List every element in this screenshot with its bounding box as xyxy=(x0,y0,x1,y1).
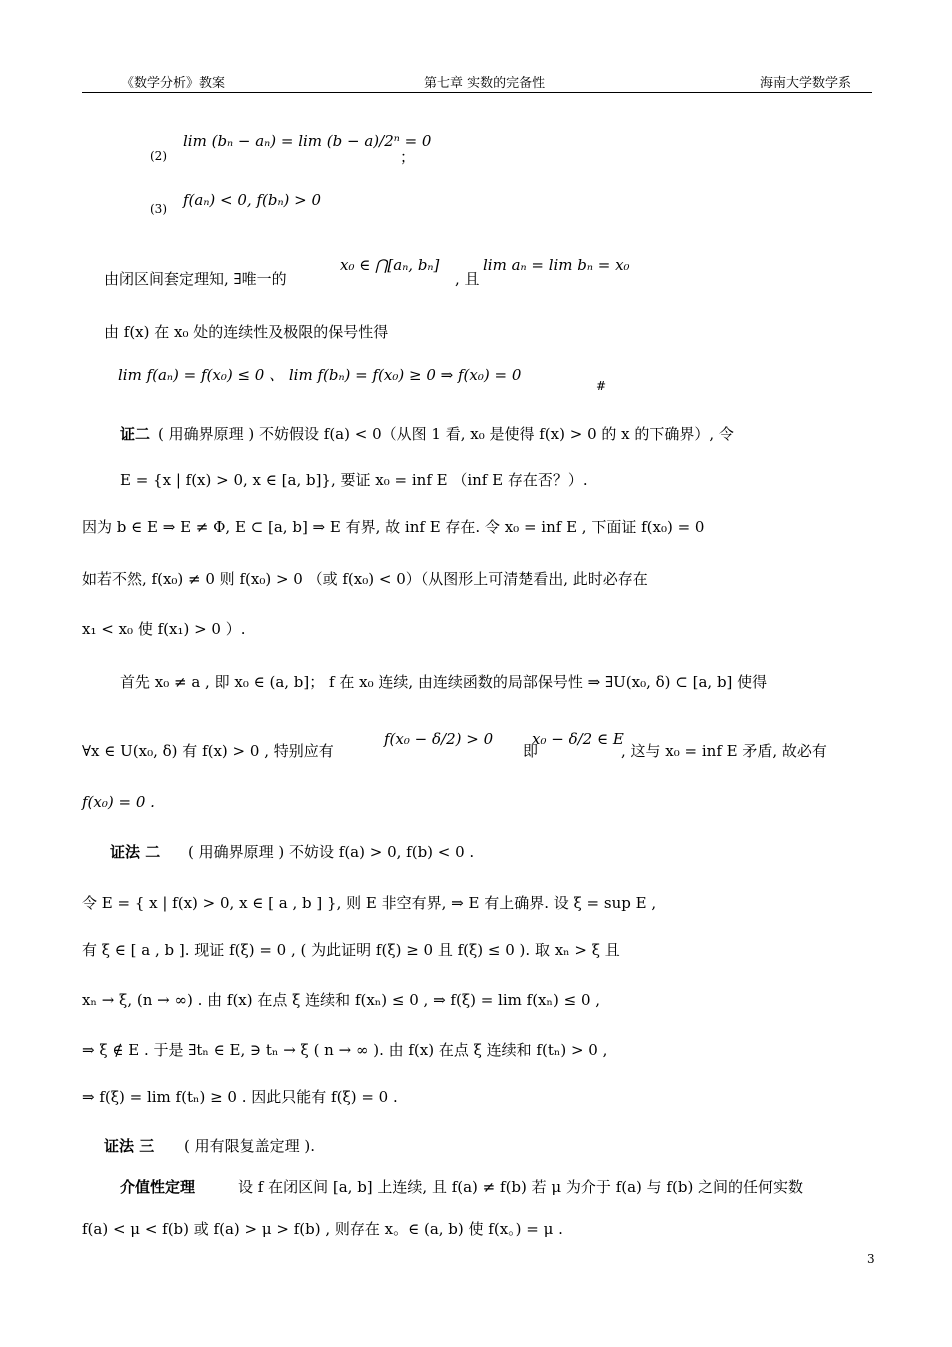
proof2-line4: 如若不然, f(x₀) ≠ 0 则 f(x₀) > 0 （或 f(x₀) < 0）（从图形上可清楚看出, 此时必存在 xyxy=(82,570,648,588)
proof2-line3: 因为 b ∈ E ⇒ E ≠ Φ, E ⊂ [a, b] ⇒ E 有界, 故 inf E 存在. 令 x₀ = inf E , 下面证 f(x₀) = 0 xyxy=(82,518,705,536)
proof2-title: 证二 xyxy=(120,425,151,443)
ivt-line2: f(a) < μ < f(b) 或 f(a) > μ > f(b) , 则存在 x。∈ (a, b) 使 f(x。) = μ . xyxy=(82,1220,563,1238)
header-rule xyxy=(82,92,872,93)
proof2-line1: ( 用确界原理 ) 不妨假设 f(a) < 0（从图 1 看, x₀ 是使得 f(x) > 0 的 x 的下确界）, 令 xyxy=(158,425,734,443)
p2-text: 由 f(x) 在 x₀ 处的连续性及极限的保号性得 xyxy=(104,323,389,341)
method2-line2: 令 E = { x | f(x) > 0, x ∈ [ a , b ] }, 则 E 非空有界, ⇒ E 有上确界. 设 ξ = sup E , xyxy=(82,894,657,912)
method2-title: 证法 二 xyxy=(110,843,161,861)
proof2-line8: f(x₀) = 0 . xyxy=(82,793,155,811)
header-left: 《数学分析》教案 xyxy=(121,76,226,91)
method2-line3: 有 ξ ∈ [ a , b ]. 现证 f(ξ) = 0 , ( 为此证明 f(ξ) ≥ 0 且 f(ξ) ≤ 0 ). 取 xₙ > ξ 且 xyxy=(82,941,620,959)
item2-label: (2) xyxy=(150,149,167,163)
proof2-line7e: , 这与 x₀ = inf E 矛盾, 故必有 xyxy=(621,742,827,760)
header-center: 第七章 实数的完备性 xyxy=(424,76,546,91)
proof2-line2: E = {x | f(x) > 0, x ∈ [a, b]}, 要证 x₀ = inf E （inf E 存在否？）. xyxy=(120,471,588,489)
proof2-line6: 首先 x₀ ≠ a , 即 x₀ ∈ (a, b]； f 在 x₀ 连续, 由连续函数的局部保号性 ⇒ ∃U(x₀, δ) ⊂ [a, b] 使得 xyxy=(120,673,768,691)
item2-formula: lim (bₙ − aₙ) = lim (b − a)/2ⁿ = 0 xyxy=(183,132,432,150)
p1-text-b: , 且 xyxy=(455,270,480,288)
proof2-line7a: ∀x ∈ U(x₀, δ) 有 f(x) > 0 , 特别应有 xyxy=(82,742,334,760)
method2-line5: ⇒ ξ ∉ E . 于是 ∃tₙ ∈ E, ∋ tₙ → ξ ( n → ∞ ). 由 f(x) 在点 ξ 连续和 f(tₙ) > 0 , xyxy=(82,1041,608,1059)
p3-end-mark: # xyxy=(596,379,607,393)
method3-title: 证法 三 xyxy=(104,1137,155,1155)
p1-formula-b: lim aₙ = lim bₙ = x₀ xyxy=(483,256,630,274)
proof2-line5: x₁ < x₀ 使 f(x₁) > 0 ）. xyxy=(82,620,246,638)
page-number: 3 xyxy=(867,1252,875,1266)
proof2-line7c: 即 xyxy=(523,742,539,760)
proof2-line7b: f(x₀ − δ/2) > 0 xyxy=(384,730,494,748)
method2-line6: ⇒ f(ξ) = lim f(tₙ) ≥ 0 . 因此只能有 f(ξ) = 0 . xyxy=(82,1088,398,1106)
proof2-line7d: x₀ − δ/2 ∈ E xyxy=(532,730,624,748)
method2-line1: ( 用确界原理 ) 不妨设 f(a) > 0, f(b) < 0 . xyxy=(188,843,475,861)
method2-line4: xₙ → ξ, (n → ∞) . 由 f(x) 在点 ξ 连续和 f(xₙ) ≤ 0 , ⇒ f(ξ) = lim f(xₙ) ≤ 0 , xyxy=(82,991,601,1009)
header-right: 海南大学数学系 xyxy=(760,76,852,91)
p1-text-a: 由闭区间套定理知, ∃唯一的 xyxy=(104,270,287,288)
ivt-line1: 设 f 在闭区间 [a, b] 上连续, 且 f(a) ≠ f(b) 若 μ 为介于 f(a) 与 f(b) 之间的任何实数 xyxy=(238,1178,804,1196)
item2-tail: ； xyxy=(400,148,416,166)
p3-formula: lim f(aₙ) = f(x₀) ≤ 0 、 lim f(bₙ) = f(x₀) ≥ 0 ⇒ f(x₀) = 0 xyxy=(118,366,522,384)
p1-formula-a: x₀ ∈ ⋂[aₙ, bₙ] xyxy=(340,256,440,274)
item3-formula: f(aₙ) < 0, f(bₙ) > 0 xyxy=(183,191,322,209)
item3-label: (3) xyxy=(150,202,167,216)
method3-line1: ( 用有限复盖定理 ). xyxy=(184,1137,316,1155)
ivt-title: 介值性定理 xyxy=(120,1178,196,1196)
